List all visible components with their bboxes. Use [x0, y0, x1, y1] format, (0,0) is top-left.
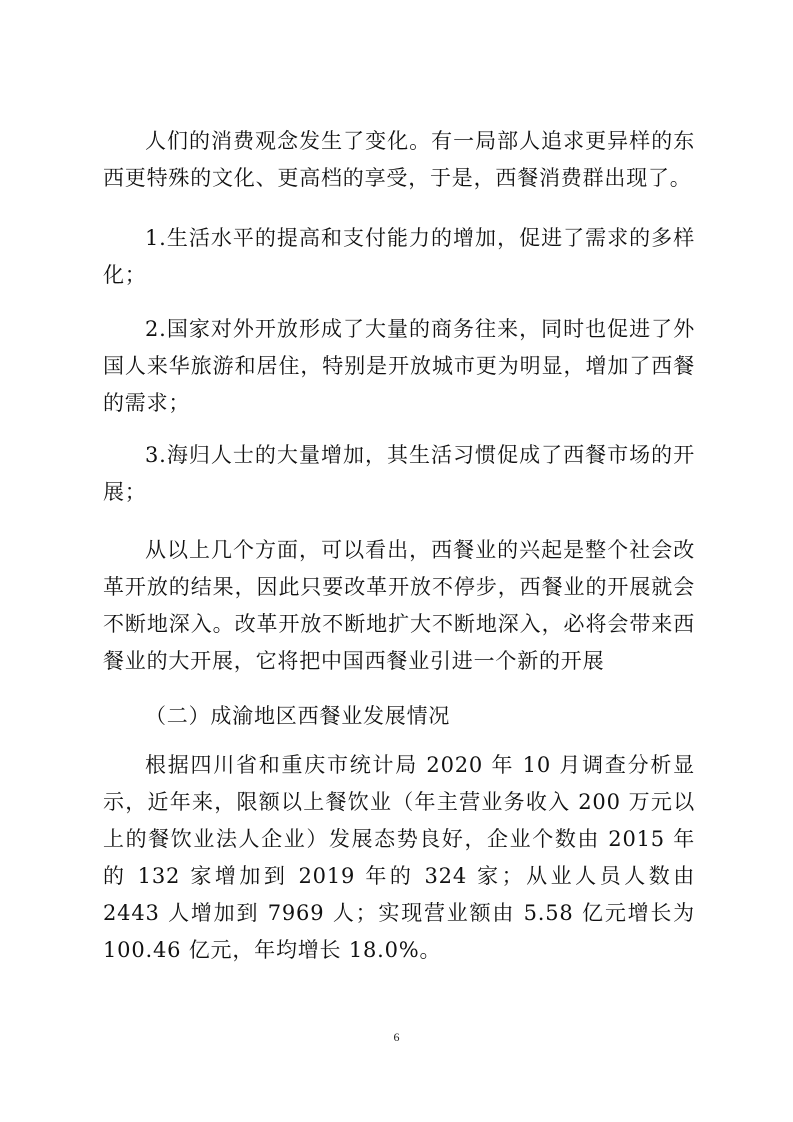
paragraph-point-2: 2.国家对外开放形成了大量的商务往来，同时也促进了外国人来华旅游和居住，特别是开放城市更为明显，增加了西餐的需求； — [103, 317, 695, 415]
section-heading: （二）成渝地区西餐业发展情况 — [145, 704, 451, 728]
paragraph-summary: 从以上几个方面，可以看出，西餐业的兴起是整个社会改革开放的结果，因此只要改革开放不停步，西餐业的开展就会不断地深入。改革开放不断地扩大不断地深入，必将会带来西餐业的大开展，它将把中国西餐业引进一个新的开展 — [103, 538, 695, 673]
paragraph-consumption-change: 人们的消费观念发生了变化。有一局部人追求更异样的东西更特殊的文化、更高档的享受，于是，西餐消费群出现了。 — [103, 129, 695, 190]
paragraph-point-1: 1.生活水平的提高和支付能力的增加，促进了需求的多样化； — [103, 226, 695, 287]
paragraph-statistics: 根据四川省和重庆市统计局 2020 年 10 月调查分析显示，近年来，限额以上餐饮业（年主营业务收入 200 万元以上的餐饮业法人企业）发展态势良好，企业个数由 2015 年的 132 家增加到 2019 年的 324 家；从业人员人数由 2443 人增加到 7969 人；实现营业额由 5.58 亿元增长为 100.46 亿元，年均增长 18.0%。 — [103, 753, 695, 962]
page-number: 6 — [393, 1030, 400, 1044]
paragraph-point-3: 3.海归人士的大量增加，其生活习惯促成了西餐市场的开展； — [103, 443, 695, 504]
